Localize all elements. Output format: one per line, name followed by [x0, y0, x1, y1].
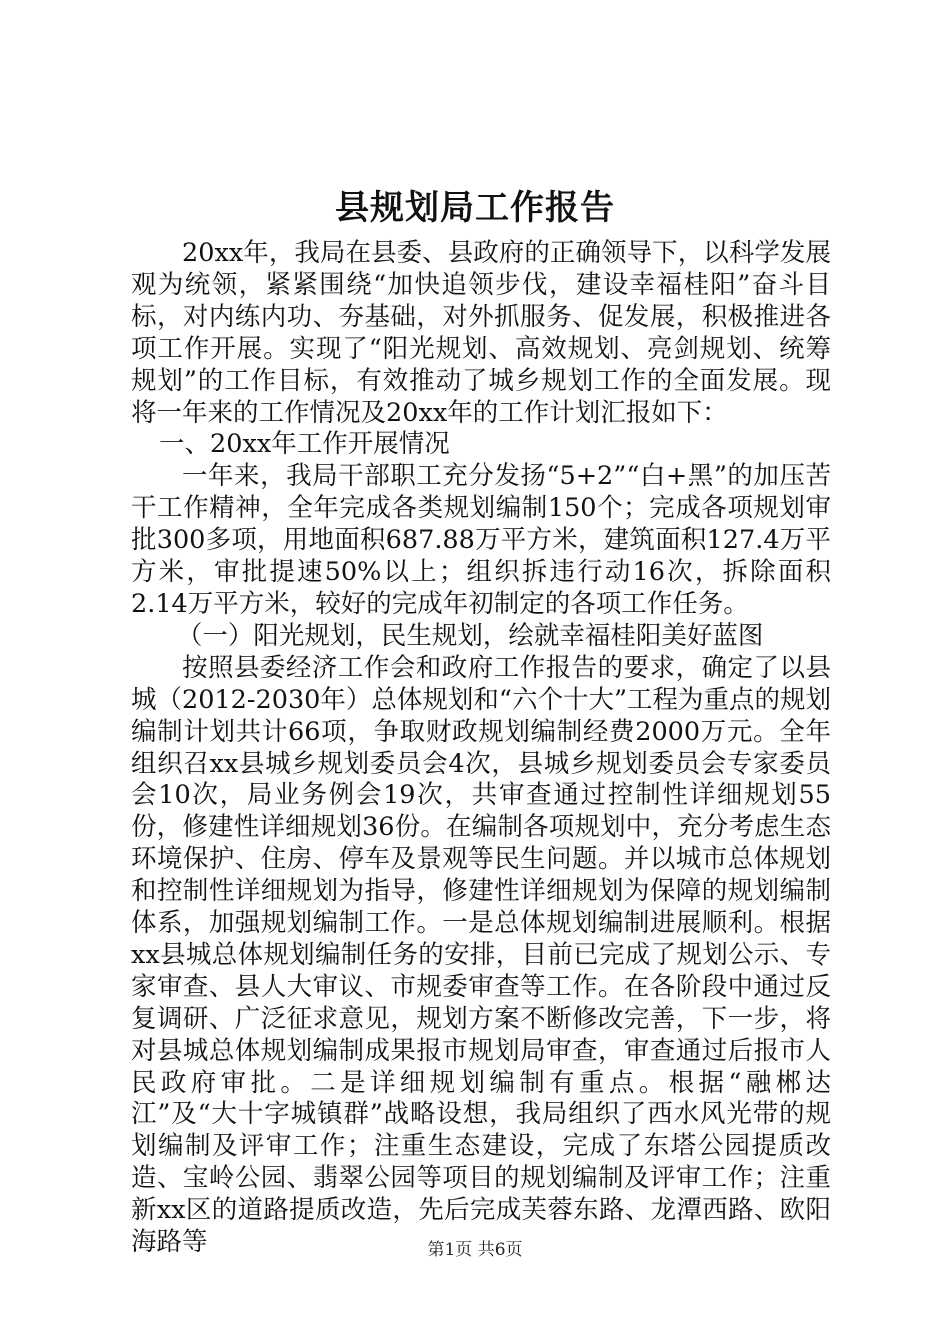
detail-paragraph: 按照县委经济工作会和政府工作报告的要求，确定了以县城（2012-2030年）总体规划和“六个十大”工程为重点的规划编制计划共计66项，争取财政规划编制经费2000万元。全年组织召xx县城乡规划委员会4次，县城乡规划委员会专家委员会10次，局业务例会19次，共审查通过控制性详细规划55份，修建性详细规划36份。在编制各项规划中，充分考虑生态环境保护、住房、停车及景观等民生问题。并以城市总体规划和控制性详细规划为指导，修建性详细规划为保障的规划编制体系，加强规划编制工作。一是总体规划编制进展顺利。根据xx县城总体规划编制任务的安排，目前已完成了规划公示、专家审查、县人大审议、市规委审查等工作。在各阶段中通过反复调研、广泛征求意见，规划方案不断修改完善，下一步，将对县城总体规划编制成果报市规划局审查，审查通过后报市人民政府审批。二是详细规划编制有重点。根据“融郴达江”及“大十字城镇群”战略设想，我局组织了西水风光带的规划编制及评审工作；注重生态建设，完成了东塔公园提质改造、宝岭公园、翡翠公园等项目的规划编制及评审工作；注重新xx区的道路提质改造，先后完成芙蓉东路、龙潭西路、欧阳海路等 [131, 652, 831, 1258]
subsection-heading: （一）阳光规划，民生规划，绘就幸福桂阳美好蓝图 [176, 620, 764, 651]
section-heading: 一、20xx年工作开展情况 [159, 429, 450, 460]
document-body [131, 238, 831, 1259]
summary-paragraph: 一年来，我局干部职工充分发扬“5+2”“白+黑”的加压苦干工作精神，全年完成各类规划编制150个；完成各项规划审批300多项，用地面积687.88万平方米，建筑面积127.4万平方米，审批提速50%以上；组织拆违行动16次，拆除面积2.14万平方米，较好的完成年初制定的各项工作任务。 [131, 461, 831, 619]
document-title: 县规划局工作报告 [335, 188, 615, 228]
intro-paragraph: 20xx年，我局在县委、县政府的正确领导下，以科学发展观为统领，紧紧围绕“加快追领步伐，建设幸福桂阳”奋斗目标，对内练内功、夯基础，对外抓服务、促发展，积极推进各项工作开展。实现了“阳光规划、高效规划、亮剑规划、统筹规划”的工作目标，有效推动了城乡规划工作的全面发展。现将一年来的工作情况及20xx年的工作计划汇报如下： [131, 238, 831, 428]
page-footer: 第1页 共6页 [427, 1240, 523, 1260]
